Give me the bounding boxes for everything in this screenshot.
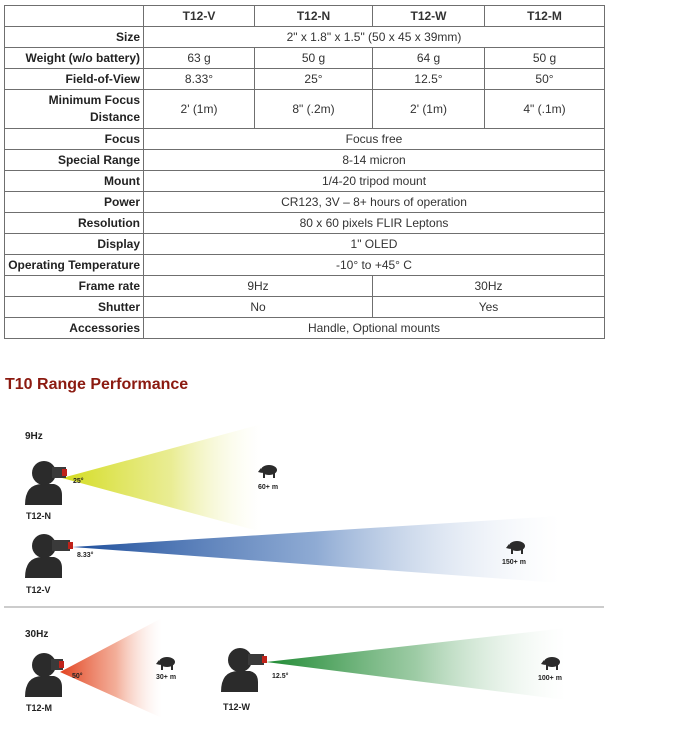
cell-value: 63 g bbox=[144, 48, 255, 69]
t12v-angle: 8.33° bbox=[77, 552, 94, 559]
range-performance-diagram bbox=[0, 400, 681, 740]
cell-value: 4" (.1m) bbox=[485, 90, 605, 129]
row-label: Shutter bbox=[5, 297, 144, 318]
row-mount bbox=[5, 171, 605, 192]
row-min-focus bbox=[5, 90, 605, 129]
section-title: T10 Range Performance bbox=[5, 376, 189, 393]
row-value: 1/4-20 tripod mount bbox=[144, 171, 605, 192]
row-shutter bbox=[5, 297, 605, 318]
cell-value: 8.33° bbox=[144, 69, 255, 90]
cell-value: 50 g bbox=[255, 48, 373, 69]
row-power bbox=[5, 192, 605, 213]
t12n-angle: 25° bbox=[73, 478, 84, 485]
t12w-range: 100+ m bbox=[538, 675, 562, 682]
row-value: CR123, 3V – 8+ hours of operation bbox=[144, 192, 605, 213]
cell-value: 25° bbox=[255, 69, 373, 90]
t12v-person-icon bbox=[25, 534, 73, 578]
row-weight bbox=[5, 48, 605, 69]
row-label: Operating Temperature bbox=[5, 255, 144, 276]
specs-table bbox=[4, 5, 605, 339]
row-label: Mount bbox=[5, 171, 144, 192]
row-label: Power bbox=[5, 192, 144, 213]
t12m-beam bbox=[60, 618, 162, 718]
row-label: Special Range bbox=[5, 150, 144, 171]
cell-value: 64 g bbox=[373, 48, 485, 69]
t12n-model: T12-N bbox=[26, 511, 52, 521]
row-value: 1" OLED bbox=[144, 234, 605, 255]
row-value: 8-14 micron bbox=[144, 150, 605, 171]
row-value: Handle, Optional mounts bbox=[144, 318, 605, 339]
row-label: Resolution bbox=[5, 213, 144, 234]
row-label: Focus bbox=[5, 129, 144, 150]
row-resolution bbox=[5, 213, 605, 234]
t12n-person-icon bbox=[25, 461, 67, 505]
t12w-person-icon bbox=[221, 648, 267, 692]
row-display bbox=[5, 234, 605, 255]
t12v-range: 150+ m bbox=[502, 559, 526, 566]
row-size bbox=[5, 27, 605, 48]
group-9hz-label: 9Hz bbox=[25, 431, 43, 442]
t12n-beam bbox=[62, 424, 262, 532]
t12m-model: T12-M bbox=[26, 703, 53, 713]
cell-value: No bbox=[144, 297, 373, 318]
t12w-angle: 12.5° bbox=[272, 673, 289, 680]
cell-value: 2' (1m) bbox=[373, 90, 485, 129]
row-label: Weight (w/o battery) bbox=[5, 48, 144, 69]
group-30hz-label: 30Hz bbox=[25, 629, 49, 640]
row-value: Focus free bbox=[144, 129, 605, 150]
t12w-model: T12-W bbox=[223, 702, 250, 712]
row-value: -10° to +45° C bbox=[144, 255, 605, 276]
t12m-angle: 50° bbox=[72, 673, 83, 680]
t12m-range: 30+ m bbox=[156, 674, 177, 681]
row-value: 80 x 60 pixels FLIR Leptons bbox=[144, 213, 605, 234]
row-label-line2: Distance bbox=[89, 110, 140, 124]
header-t12m: T12-M bbox=[485, 6, 605, 27]
cell-value: 2' (1m) bbox=[144, 90, 255, 129]
row-accessories bbox=[5, 318, 605, 339]
row-label bbox=[5, 90, 144, 129]
row-label: Frame rate bbox=[5, 276, 144, 297]
cell-value: 30Hz bbox=[373, 276, 605, 297]
header-t12v: T12-V bbox=[144, 6, 255, 27]
cell-value: 50° bbox=[485, 69, 605, 90]
row-special-range bbox=[5, 150, 605, 171]
row-label-line1: Minimum Focus bbox=[48, 93, 140, 107]
header-t12n: T12-N bbox=[255, 6, 373, 27]
row-label: Size bbox=[5, 27, 144, 48]
row-frame-rate bbox=[5, 276, 605, 297]
t12v-model: T12-V bbox=[26, 585, 51, 595]
row-op-temp bbox=[5, 255, 605, 276]
row-value: 2" x 1.8" x 1.5" (50 x 45 x 39mm) bbox=[144, 27, 605, 48]
row-focus bbox=[5, 129, 605, 150]
cell-value: Yes bbox=[373, 297, 605, 318]
header-corner bbox=[5, 6, 144, 27]
cell-value: 12.5° bbox=[373, 69, 485, 90]
t12m-person-icon bbox=[25, 653, 64, 697]
t12n-range: 60+ m bbox=[258, 484, 279, 491]
cell-value: 9Hz bbox=[144, 276, 373, 297]
table-header-row bbox=[5, 6, 605, 27]
t12v-beam bbox=[72, 516, 560, 583]
t12w-beam bbox=[266, 628, 566, 700]
cell-value: 8" (.2m) bbox=[255, 90, 373, 129]
row-label: Display bbox=[5, 234, 144, 255]
row-fov bbox=[5, 69, 605, 90]
header-t12w: T12-W bbox=[373, 6, 485, 27]
row-label: Accessories bbox=[5, 318, 144, 339]
cell-value: 50 g bbox=[485, 48, 605, 69]
row-label: Field-of-View bbox=[5, 69, 144, 90]
